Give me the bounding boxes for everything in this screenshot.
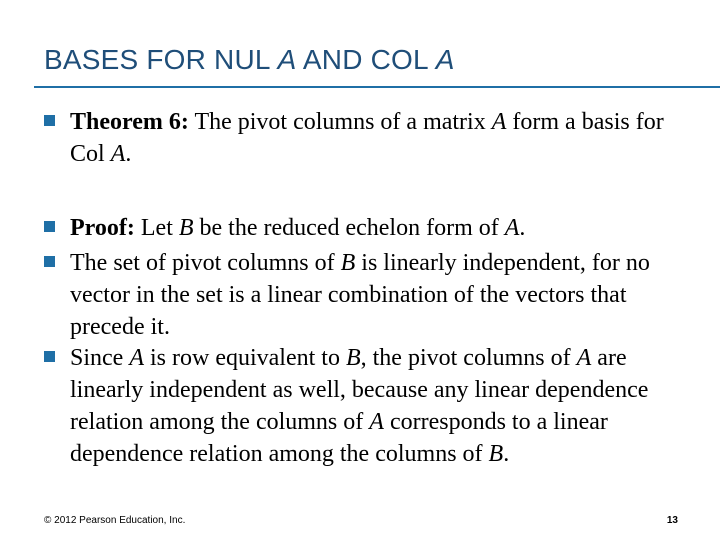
text-run: is row equivalent to <box>144 345 346 371</box>
page-number: 13 <box>666 515 678 526</box>
square-bullet-icon <box>44 351 55 362</box>
text-run: corresponds to a linear dependence relation among the columns of <box>70 409 608 467</box>
bullet-text <box>44 342 684 470</box>
math-var: B <box>345 345 361 371</box>
math-var: A <box>369 409 384 435</box>
math-var: B <box>178 215 194 241</box>
square-bullet-icon <box>44 115 55 126</box>
bullet-independence <box>44 247 684 343</box>
math-var: A <box>576 345 592 371</box>
bullet-text <box>44 247 684 343</box>
math-var: A <box>491 109 507 135</box>
math-var: A <box>504 215 520 241</box>
text-run: , the pivot columns of <box>360 345 577 371</box>
title-text-2: AND COL <box>296 44 436 75</box>
text-run: Since <box>70 345 130 371</box>
title-var-1: A <box>277 44 297 75</box>
bullet-text <box>44 106 684 170</box>
bullet-label: Theorem 6: <box>70 109 189 135</box>
text-run: are linearly independent as well, because any linear dependence relation among the columns of <box>70 345 649 435</box>
math-var: B <box>340 250 356 276</box>
title-text-1: BASES FOR NUL <box>44 44 278 75</box>
math-var: A <box>129 345 144 371</box>
bullet-proof <box>44 212 684 244</box>
text-run: be the reduced echelon form of <box>193 215 505 241</box>
bullet-text <box>44 212 684 244</box>
text-run: is linearly independent, for no vector in the set is a linear combination of the vectors that precede it. <box>70 250 650 340</box>
text-run: form a basis for Col <box>70 109 664 167</box>
text-run: . <box>125 141 132 167</box>
copyright-notice: © 2012 Pearson Education, Inc. <box>44 515 186 526</box>
bullet-row-equivalence <box>44 342 684 470</box>
math-var: B <box>488 441 504 467</box>
slide-title <box>44 44 455 76</box>
title-divider <box>34 86 720 88</box>
text-run: . <box>519 215 526 241</box>
math-var: A <box>110 141 126 167</box>
bullet-theorem <box>44 106 684 170</box>
square-bullet-icon <box>44 221 55 232</box>
text-run: . <box>503 441 510 467</box>
square-bullet-icon <box>44 256 55 267</box>
text-run: Let <box>134 215 179 241</box>
text-run: The pivot columns of a matrix <box>188 109 492 135</box>
bullet-label: Proof: <box>70 215 135 241</box>
title-var-2: A <box>435 44 455 75</box>
text-run: The set of pivot columns of <box>70 250 341 276</box>
